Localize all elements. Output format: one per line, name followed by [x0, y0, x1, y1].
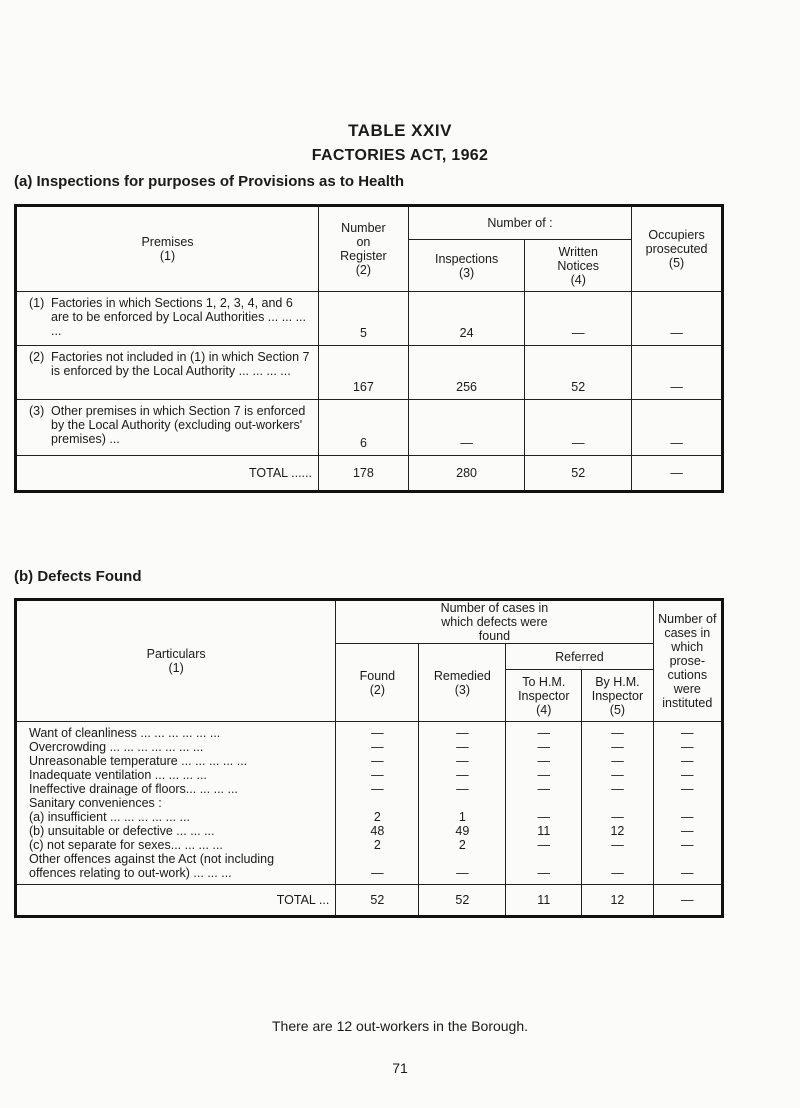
- row-label: (a) insufficient ... ... ... ... ... ...: [16, 810, 336, 824]
- header-prosecuted: Occupiers prosecuted (5): [632, 206, 723, 292]
- cell-prosecutions: —: [653, 754, 722, 768]
- cell-found: —: [336, 754, 419, 768]
- cell-by-hm: [582, 796, 653, 810]
- table-row: [16, 292, 723, 346]
- header-notices: Written Notices (4): [525, 240, 632, 292]
- total-remedied: 52: [419, 885, 506, 917]
- act-title: FACTORIES ACT, 1962: [311, 147, 489, 164]
- total-notices: 52: [525, 456, 632, 492]
- cell-to-hm: —: [506, 838, 582, 852]
- cell-to-hm: —: [506, 866, 582, 885]
- cell-to-hm: —: [506, 740, 582, 754]
- header-referred: Referred: [506, 644, 653, 670]
- row-label: Inadequate ventilation ... ... ... ...: [16, 768, 336, 782]
- header-remedied: Remedied (3): [419, 644, 506, 722]
- cell-by-hm: 12: [582, 824, 653, 838]
- cell-register: 167: [318, 346, 408, 400]
- table-row: [16, 782, 723, 796]
- cell-found: —: [336, 768, 419, 782]
- total-to-hm: 11: [506, 885, 582, 917]
- cell-by-hm: —: [582, 722, 653, 741]
- cell-found: [336, 796, 419, 810]
- cell-notices: —: [525, 292, 632, 346]
- cell-prosecutions: —: [653, 866, 722, 885]
- header-found: Found (2): [336, 644, 419, 722]
- cell-prosecutions: —: [653, 722, 722, 741]
- cell-to-hm: —: [506, 768, 582, 782]
- cell-prosecutions: —: [653, 782, 722, 796]
- row-label: offences relating to out-work) ... ... ...: [16, 866, 336, 885]
- row-label: Want of cleanliness ... ... ... ... ... ...: [16, 722, 336, 741]
- row-number: (3): [29, 404, 45, 418]
- cell-to-hm: —: [506, 782, 582, 796]
- table-row: [16, 852, 723, 866]
- cell-to-hm: 11: [506, 824, 582, 838]
- table-row: [16, 824, 723, 838]
- row-label: (b) unsuitable or defective ... ... ...: [16, 824, 336, 838]
- table-row: [16, 796, 723, 810]
- page-number: 71: [392, 1060, 408, 1076]
- row-number: (2): [29, 350, 45, 364]
- total-label: TOTAL ...: [16, 885, 336, 917]
- cell-prosecutions: [653, 796, 722, 810]
- total-row: [16, 456, 723, 492]
- header-premises: Premises (1): [16, 206, 319, 292]
- row-number: (1): [29, 296, 45, 310]
- cell-prosecuted: —: [632, 292, 723, 346]
- cell-found: 48: [336, 824, 419, 838]
- cell-inspections: 256: [408, 346, 524, 400]
- cell-by-hm: —: [582, 838, 653, 852]
- table-row: [16, 768, 723, 782]
- cell-prosecutions: —: [653, 810, 722, 824]
- cell-by-hm: —: [582, 740, 653, 754]
- cell-remedied: —: [419, 740, 506, 754]
- cell-remedied: —: [419, 754, 506, 768]
- table-row: [16, 346, 723, 400]
- header-cases-found: Number of cases in which defects were found: [336, 600, 653, 644]
- cell-remedied: 49: [419, 824, 506, 838]
- cell-prosecuted: —: [632, 346, 723, 400]
- cell-remedied: 2: [419, 838, 506, 852]
- cell-prosecutions: —: [653, 768, 722, 782]
- cell-found: —: [336, 722, 419, 741]
- footnote: There are 12 out-workers in the Borough.: [271, 1018, 529, 1034]
- table-row: [16, 754, 723, 768]
- cell-inspections: 24: [408, 292, 524, 346]
- header-inspections: Inspections (3): [408, 240, 524, 292]
- total-by-hm: 12: [582, 885, 653, 917]
- total-found: 52: [336, 885, 419, 917]
- cell-to-hm: —: [506, 810, 582, 824]
- cell-to-hm: [506, 852, 582, 866]
- cell-remedied: [419, 796, 506, 810]
- cell-by-hm: —: [582, 866, 653, 885]
- cell-by-hm: [582, 852, 653, 866]
- cell-found: 2: [336, 838, 419, 852]
- table-row: [16, 722, 723, 741]
- cell-found: —: [336, 782, 419, 796]
- header-by-hm-inspector: By H.M. Inspector (5): [582, 670, 653, 722]
- cell-remedied: [419, 852, 506, 866]
- cell-register: 6: [318, 400, 408, 456]
- header-particulars: Particulars (1): [16, 600, 336, 722]
- table-title: TABLE XXIV: [348, 121, 452, 140]
- cell-by-hm: —: [582, 810, 653, 824]
- total-inspections: 280: [408, 456, 524, 492]
- section-b-heading: (b) Defects Found: [14, 568, 142, 585]
- cell-register: 5: [318, 292, 408, 346]
- table-row: [16, 866, 723, 885]
- cell-remedied: —: [419, 768, 506, 782]
- section-a-heading: (a) Inspections for purposes of Provisions as to Health: [14, 173, 405, 190]
- total-row: [16, 885, 723, 917]
- cell-prosecutions: —: [653, 824, 722, 838]
- table-row: [16, 810, 723, 824]
- header-prosecutions: Number of cases in which prose-cutions were instituted: [653, 600, 722, 722]
- cell-to-hm: [506, 796, 582, 810]
- row-label: Ineffective drainage of floors... ... ... ...: [16, 782, 336, 796]
- row-label: Factories in which Sections 1, 2, 3, 4, and 6 are to be enforced by Local Authorities ... ... ... ...: [51, 296, 307, 338]
- cell-found: [336, 852, 419, 866]
- cell-by-hm: —: [582, 768, 653, 782]
- cell-remedied: —: [419, 866, 506, 885]
- total-prosecuted: —: [632, 456, 723, 492]
- cell-to-hm: —: [506, 754, 582, 768]
- cell-remedied: 1: [419, 810, 506, 824]
- table-row: [16, 740, 723, 754]
- row-label: Sanitary conveniences :: [16, 796, 336, 810]
- cell-prosecutions: —: [653, 740, 722, 754]
- cell-prosecuted: —: [632, 400, 723, 456]
- cell-found: —: [336, 866, 419, 885]
- row-label: Other premises in which Section 7 is enforced by the Local Authority (excluding out-workers' premises) ...: [51, 404, 306, 446]
- row-label: Unreasonable temperature ... ... ... ... ...: [16, 754, 336, 768]
- total-prosecutions: —: [653, 885, 722, 917]
- cell-to-hm: —: [506, 722, 582, 741]
- defects-table: [14, 598, 724, 918]
- total-register: 178: [318, 456, 408, 492]
- cell-remedied: —: [419, 722, 506, 741]
- header-to-hm-inspector: To H.M. Inspector (4): [506, 670, 582, 722]
- cell-notices: —: [525, 400, 632, 456]
- cell-remedied: —: [419, 782, 506, 796]
- header-register: Number on Register (2): [318, 206, 408, 292]
- cell-by-hm: —: [582, 782, 653, 796]
- row-label: Other offences against the Act (not including: [16, 852, 336, 866]
- cell-prosecutions: [653, 852, 722, 866]
- row-label: (c) not separate for sexes... ... ... ...: [16, 838, 336, 852]
- cell-by-hm: —: [582, 754, 653, 768]
- cell-found: 2: [336, 810, 419, 824]
- total-label: TOTAL ......: [16, 456, 319, 492]
- header-number-of: Number of :: [408, 206, 631, 240]
- cell-found: —: [336, 740, 419, 754]
- table-row: [16, 838, 723, 852]
- inspections-table: [14, 204, 724, 493]
- row-label: Factories not included in (1) in which Section 7 is enforced by the Local Authority ... ... ... ...: [51, 350, 310, 378]
- row-label: Overcrowding ... ... ... ... ... ... ...: [16, 740, 336, 754]
- cell-inspections: —: [408, 400, 524, 456]
- table-row: [16, 400, 723, 456]
- cell-notices: 52: [525, 346, 632, 400]
- cell-prosecutions: —: [653, 838, 722, 852]
